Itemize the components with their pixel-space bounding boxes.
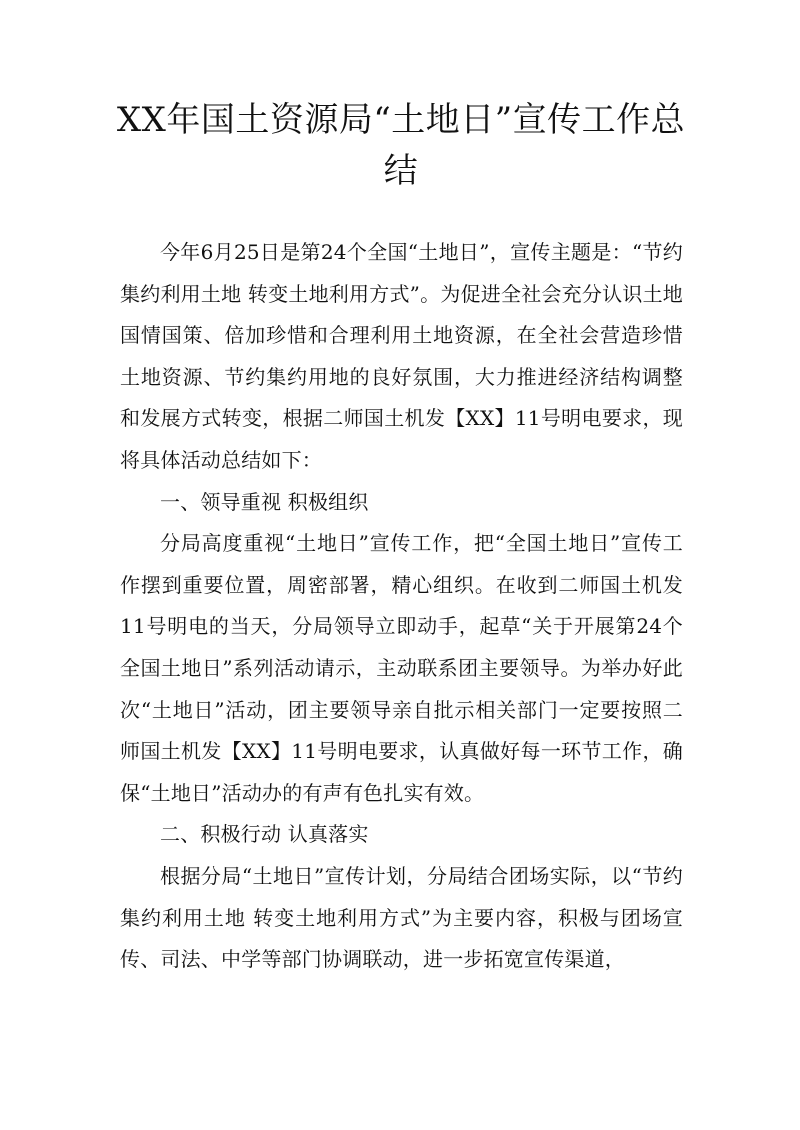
section-heading-2: 二、积极行动 认真落实 bbox=[160, 822, 369, 847]
section-heading-1: 一、领导重视 积极组织 bbox=[160, 489, 369, 514]
intro-paragraph: 今年6月25日是第24个全国“土地日”，宣传主题是：“节约集约利用土地 转变土地利用方式”。为促进全社会充分认识土地国情国策、倍加珍惜和合理利用土地资源，在全社会营造珍惜土地资源、节约集约用地的良好氛围，大力推进经济结构调整和发展方式转变，根据二师国土机发【XX】11号明电要求，现将具体活动总结如下： bbox=[120, 240, 683, 472]
document-body bbox=[120, 232, 683, 981]
section-1-paragraph: 分局高度重视“土地日”宣传工作，把“全国土地日”宣传工作摆到重要位置，周密部署，精心组织。在收到二师国土机发11号明电的当天，分局领导立即动手，起草“关于开展第24个全国土地日”系列活动请示，主动联系团主要领导。为举办好此次“土地日”活动，团主要领导亲自批示相关部门一定要按照二师国土机发【XX】11号明电要求，认真做好每一环节工作，确保“土地日”活动办的有声有色扎实有效。 bbox=[120, 531, 683, 805]
document-title: XX年国土资源局“土地日”宣传工作总结 bbox=[116, 100, 686, 191]
section-2-paragraph: 根据分局“土地日”宣传计划，分局结合团场实际，以“节约集约利用土地 转变土地利用方式”为主要内容，积极与团场宣传、司法、中学等部门协调联动，进一步拓宽宣传渠道， bbox=[120, 863, 683, 972]
